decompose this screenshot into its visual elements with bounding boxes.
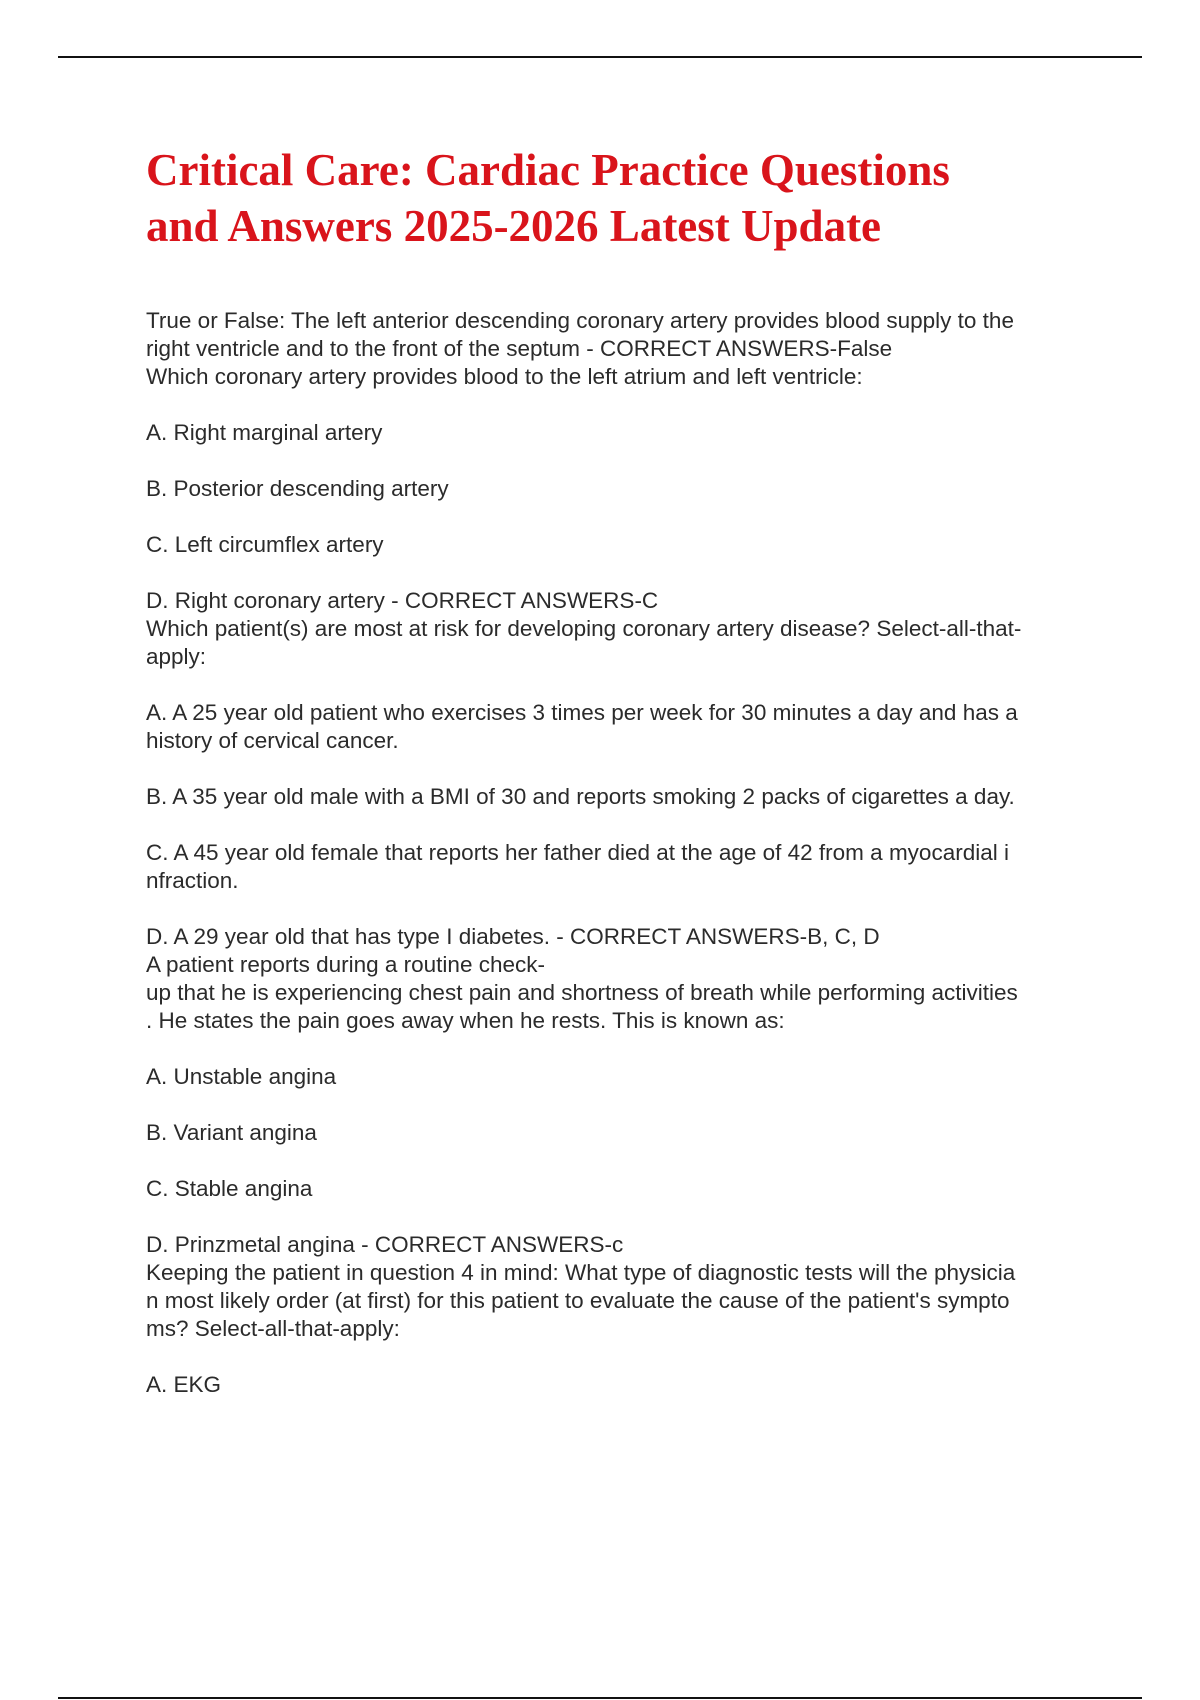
body-line: B. Variant angina — [146, 1120, 317, 1145]
body-line: A. Right marginal artery — [146, 420, 383, 445]
body-line: D. A 29 year old that has type I diabetes. - CORRECT ANSWERS-B, C, D — [146, 924, 880, 949]
body-line: history of cervical cancer. — [146, 728, 399, 753]
body-line: A. EKG — [146, 1372, 222, 1397]
body-line: B. A 35 year old male with a BMI of 30 and reports smoking 2 packs of cigarettes a day. — [146, 784, 1015, 809]
body-line: C. Left circumflex artery — [146, 532, 384, 557]
bottom-rule — [58, 1697, 1142, 1699]
body-line: C. A 45 year old female that reports her father died at the age of 42 from a myocardial i — [146, 840, 1009, 865]
document-title — [146, 142, 1106, 254]
blank-line — [146, 1203, 1106, 1231]
title-line-2: and Answers 2025-2026 Latest Update — [146, 201, 882, 251]
body-line: C. Stable angina — [146, 1176, 313, 1201]
blank-line — [146, 503, 1106, 531]
body-line: n most likely order (at first) for this patient to evaluate the cause of the patient's sympto — [146, 1288, 1010, 1313]
body-line: Which coronary artery provides blood to the left atrium and left ventricle: — [146, 364, 863, 389]
body-line: up that he is experiencing chest pain and shortness of breath while performing activities — [146, 980, 1018, 1005]
body-line: Which patient(s) are most at risk for developing coronary artery disease? Select-all-that- — [146, 616, 1022, 641]
blank-line — [146, 671, 1106, 699]
blank-line — [146, 755, 1106, 783]
body-line: apply: — [146, 644, 207, 669]
blank-line — [146, 811, 1106, 839]
blank-line — [146, 1343, 1106, 1371]
blank-line — [146, 1035, 1106, 1063]
title-line-1: Critical Care: Cardiac Practice Questions — [146, 145, 950, 195]
body-line: ms? Select-all-that-apply: — [146, 1316, 400, 1341]
body-line: Keeping the patient in question 4 in mind: What type of diagnostic tests will the physicia — [146, 1260, 1016, 1285]
body-line: right ventricle and to the front of the septum - CORRECT ANSWERS-False — [146, 336, 893, 361]
blank-line — [146, 1147, 1106, 1175]
top-rule — [58, 56, 1142, 58]
body-line: . He states the pain goes away when he rests. This is known as: — [146, 1008, 785, 1033]
body-line: A patient reports during a routine check- — [146, 952, 545, 977]
blank-line — [146, 447, 1106, 475]
body-line: A. A 25 year old patient who exercises 3 times per week for 30 minutes a day and has a — [146, 700, 1018, 725]
body-line: D. Prinzmetal angina - CORRECT ANSWERS-c — [146, 1232, 624, 1257]
blank-line — [146, 895, 1106, 923]
blank-line — [146, 559, 1106, 587]
body-line: A. Unstable angina — [146, 1064, 337, 1089]
body-line: D. Right coronary artery - CORRECT ANSWERS-C — [146, 588, 659, 613]
body-line: B. Posterior descending artery — [146, 476, 449, 501]
body-line: nfraction. — [146, 868, 239, 893]
blank-line — [146, 391, 1106, 419]
body-line: True or False: The left anterior descending coronary artery provides blood supply to the — [146, 308, 1014, 333]
blank-line — [146, 1091, 1106, 1119]
document-body — [146, 307, 1106, 1399]
